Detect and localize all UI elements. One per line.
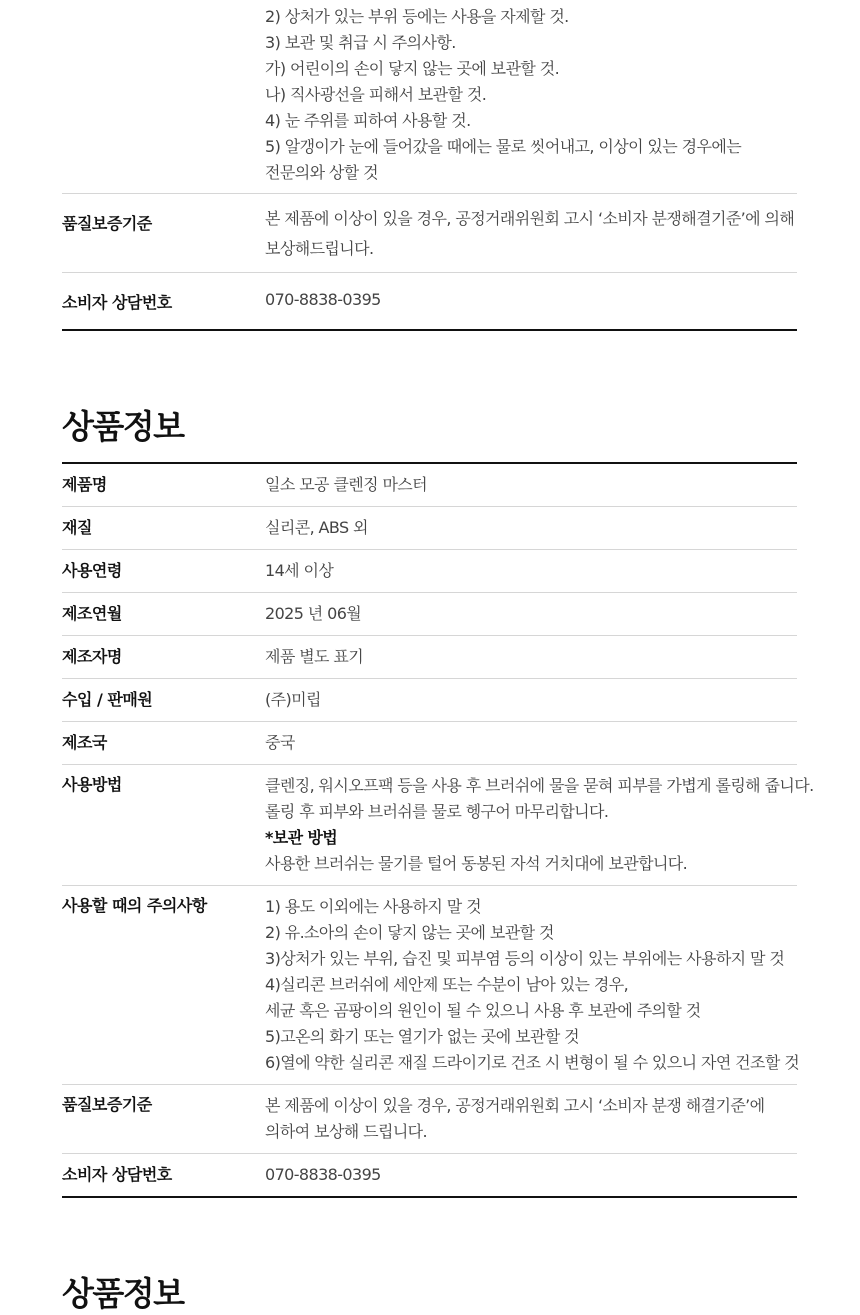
section-title: 상품정보 — [62, 407, 184, 446]
row-value: 2025 년 06월 — [265, 604, 362, 623]
text-line: 본 제품에 이상이 있을 경우, 공정거래위원회 고시 ‘소비자 분쟁 해결기준’에 — [265, 1096, 765, 1115]
row-value: 070-8838-0395 — [265, 1165, 381, 1184]
text-line: 의하여 보상해 드립니다. — [265, 1122, 428, 1141]
text-line: 보상해드립니다. — [265, 239, 374, 258]
text-line: 4) 눈 주위를 피하여 사용할 것. — [265, 111, 471, 130]
text-line: 본 제품에 이상이 있을 경우, 공정거래위원회 고시 ‘소비자 분쟁해결기준’에 의해 — [265, 209, 795, 228]
row-value — [265, 894, 799, 1076]
row-value: 일소 모공 클렌징 마스터 — [265, 475, 428, 494]
info-row-material — [62, 507, 797, 550]
info-row-manufacture-date — [62, 593, 797, 636]
info-row-manufacturer — [62, 636, 797, 679]
row-label: 제조연월 — [62, 604, 122, 623]
previous-precautions-text — [265, 4, 741, 186]
row-value: 제품 별도 표기 — [265, 647, 364, 666]
info-row-consumer-phone — [62, 1154, 797, 1198]
info-row-importer — [62, 679, 797, 722]
text-line: 클렌징, 워시오프팩 등을 사용 후 브러쉬에 물을 묻혀 피부를 가볍게 롤링해 줍니다. — [265, 776, 814, 795]
row-label: 사용방법 — [62, 775, 122, 794]
storage-heading: *보관 방법 — [265, 828, 338, 847]
info-row-quality-standard — [62, 1085, 797, 1154]
text-line: 2) 유.소아의 손이 닿지 않는 곳에 보관할 것 — [265, 923, 554, 942]
row-label: 소비자 상담번호 — [62, 1165, 172, 1184]
text-line: 전문의와 상할 것 — [265, 163, 378, 182]
info-row-country — [62, 722, 797, 765]
text-line: 롤링 후 피부와 브러쉬를 물로 헹구어 마무리합니다. — [265, 802, 609, 821]
text-line: 2) 상처가 있는 부위 등에는 사용을 자제할 것. — [265, 7, 569, 26]
info-row-usage — [62, 765, 814, 886]
row-value: 14세 이상 — [265, 561, 334, 580]
product-info-table — [62, 464, 814, 1198]
text-line: 3)상처가 있는 부위, 습진 및 피부염 등의 이상이 있는 부위에는 사용하지 말 것 — [265, 949, 785, 968]
info-row-age — [62, 550, 797, 593]
text-line: 3) 보관 및 취급 시 주의사항. — [265, 33, 456, 52]
row-value: 중국 — [265, 733, 295, 752]
row-label: 사용할 때의 주의사항 — [62, 896, 207, 915]
row-label: 소비자 상담번호 — [62, 293, 172, 312]
row-label: 사용연령 — [62, 561, 122, 580]
text-line: 4)실리콘 브러쉬에 세안제 또는 수분이 남아 있는 경우, — [265, 975, 629, 994]
text-line: 나) 직사광선을 피해서 보관할 것. — [265, 85, 487, 104]
text-line: 6)열에 약한 실리콘 재질 드라이기로 건조 시 변형이 될 수 있으니 자연 건조할 것 — [265, 1053, 800, 1072]
text-line: 5)고온의 화기 또는 열기가 없는 곳에 보관할 것 — [265, 1027, 580, 1046]
row-label: 품질보증기준 — [62, 1095, 152, 1114]
row-label: 제조국 — [62, 733, 107, 752]
row-value: 실리콘, ABS 외 — [265, 518, 368, 537]
text-line: 5) 알갱이가 눈에 들어갔을 때에는 물로 씻어내고, 이상이 있는 경우에는 — [265, 137, 742, 156]
row-value — [265, 1093, 797, 1145]
row-label: 수입 / 판매원 — [62, 690, 153, 709]
row-label: 제조자명 — [62, 647, 122, 666]
info-row-precautions — [62, 886, 800, 1085]
row-value — [265, 773, 814, 877]
row-value: 070-8838-0395 — [265, 290, 381, 309]
text-line: 가) 어린이의 손이 닿지 않는 곳에 보관할 것. — [265, 59, 560, 78]
row-value — [265, 204, 794, 264]
row-value: (주)미립 — [265, 690, 321, 709]
quality-standard-row — [62, 194, 797, 273]
info-row-product-name — [62, 464, 797, 507]
consumer-phone-row — [62, 273, 797, 331]
text-line: 사용한 브러쉬는 물기를 털어 동봉된 자석 거치대에 보관합니다. — [265, 854, 688, 873]
row-label: 제품명 — [62, 475, 107, 494]
next-section-title: 상품정보 — [62, 1274, 184, 1313]
text-line: 1) 용도 이외에는 사용하지 말 것 — [265, 897, 481, 916]
row-label: 품질보증기준 — [62, 214, 152, 233]
text-line: 세균 혹은 곰팡이의 원인이 될 수 있으니 사용 후 보관에 주의할 것 — [265, 1001, 701, 1020]
row-label: 재질 — [62, 518, 92, 537]
